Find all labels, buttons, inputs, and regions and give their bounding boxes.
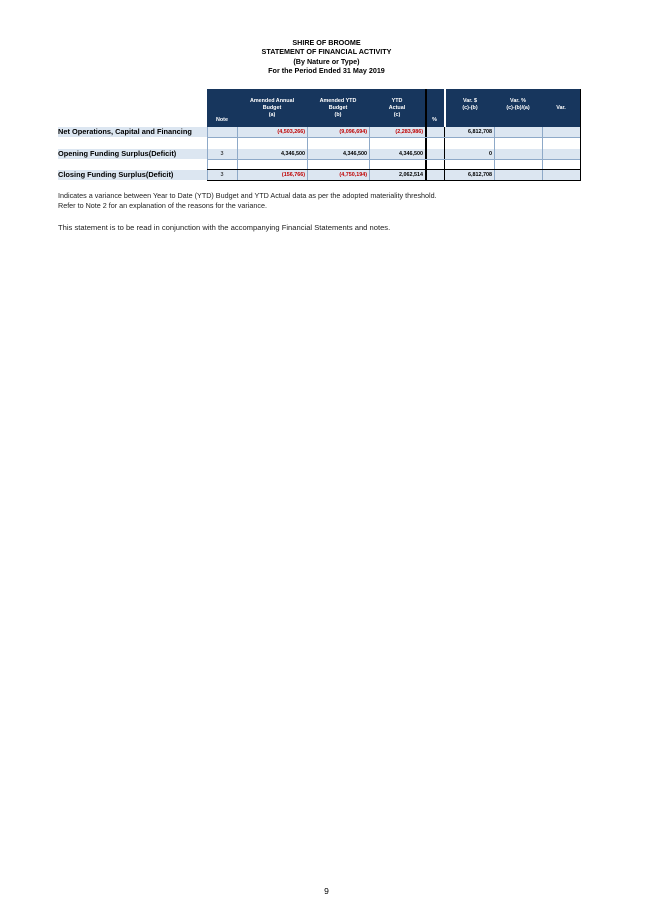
col-header-pct bbox=[425, 89, 444, 127]
grid-line bbox=[237, 127, 238, 181]
grid-line bbox=[207, 180, 580, 181]
col-var-dollar-line1: Var. $ bbox=[462, 98, 478, 104]
cell-note: 3 bbox=[220, 151, 224, 157]
col-var-pct-line1: Var. % bbox=[510, 98, 526, 104]
col-var-dollar-line2: (c)-(b) bbox=[462, 105, 478, 111]
col-annual-line1: Amended Annual bbox=[249, 98, 295, 104]
col-annual-line3: (a) bbox=[268, 112, 276, 118]
page-number: 9 bbox=[324, 886, 329, 896]
grid-line bbox=[307, 127, 308, 181]
col-header-var bbox=[542, 89, 580, 127]
col-note-label: Note bbox=[216, 117, 228, 123]
cell-annual-budget: 4,346,500 bbox=[281, 151, 305, 157]
grid-line bbox=[542, 127, 543, 181]
table-header-pct bbox=[425, 89, 444, 127]
cell-ytd-budget: (4,750,194) bbox=[339, 172, 367, 178]
cell-note: 3 bbox=[220, 172, 224, 178]
grid-line bbox=[207, 127, 208, 181]
table-header-right bbox=[446, 89, 580, 127]
grid-line bbox=[207, 169, 580, 170]
statement-title: STATEMENT OF FINANCIAL ACTIVITY bbox=[261, 47, 392, 57]
cell-ytd-actual: (2,283,986) bbox=[395, 129, 423, 135]
col-header-var-dollar bbox=[446, 89, 494, 127]
grid-line bbox=[444, 127, 445, 181]
grid-line bbox=[207, 137, 580, 138]
statement-subtitle: (By Nature or Type) bbox=[293, 56, 360, 66]
cell-ytd-actual: 2,062,514 bbox=[399, 172, 423, 178]
cell-var-dollar: 6,812,708 bbox=[468, 129, 492, 135]
row-label-net-operations: Net Operations, Capital and Financing bbox=[58, 127, 192, 136]
cell-ytd-budget: 4,346,500 bbox=[343, 151, 367, 157]
grid-line bbox=[580, 89, 581, 181]
variance-reference-note: Refer to Note 2 for an explanation of the reasons for the variance. bbox=[58, 201, 267, 210]
col-annual-line2: Budget bbox=[262, 105, 282, 111]
grid-line bbox=[207, 159, 580, 160]
cell-var-dollar: 0 bbox=[489, 151, 492, 157]
org-name: SHIRE OF BROOME bbox=[292, 38, 361, 47]
col-ytd-budget-line1: Amended YTD bbox=[319, 98, 357, 104]
col-ytd-actual-line1: YTD bbox=[391, 98, 403, 104]
col-header-var-pct bbox=[494, 89, 542, 127]
col-header-note bbox=[207, 89, 237, 127]
col-ytd-actual-line3: (c) bbox=[393, 112, 401, 118]
row-label-closing-surplus: Closing Funding Surplus(Deficit) bbox=[58, 170, 174, 179]
row-label-opening-surplus: Opening Funding Surplus(Deficit) bbox=[58, 149, 177, 158]
cell-ytd-budget: (9,096,694) bbox=[339, 129, 367, 135]
cell-var-dollar: 6,812,708 bbox=[468, 172, 492, 178]
col-ytd-budget-line2: Budget bbox=[328, 105, 348, 111]
col-header-annual-budget bbox=[237, 89, 307, 127]
col-ytd-actual-line2: Actual bbox=[388, 105, 406, 111]
statement-period: For the Period Ended 31 May 2019 bbox=[268, 66, 385, 76]
grid-line bbox=[369, 127, 370, 181]
conjunction-note: This statement is to be read in conjunction with the accompanying Financial Statements and notes. bbox=[58, 223, 391, 232]
cell-annual-budget: (4,503,266) bbox=[277, 129, 305, 135]
col-pct-label: % bbox=[432, 117, 437, 123]
table-header-left bbox=[207, 89, 425, 127]
col-ytd-budget-line3: (b) bbox=[334, 112, 342, 118]
materiality-note: Indicates a variance between Year to Date (YTD) Budget and YTD Actual data as per the adopted materiality threshold. bbox=[58, 191, 437, 200]
grid-line bbox=[494, 127, 495, 181]
col-var-label: Var. bbox=[556, 104, 566, 111]
col-header-ytd-budget bbox=[307, 89, 369, 127]
col-header-ytd-actual bbox=[369, 89, 425, 127]
cell-ytd-actual: 4,346,500 bbox=[399, 151, 423, 157]
col-var-pct-line2: (c)-(b)/(a) bbox=[506, 105, 530, 111]
grid-line bbox=[425, 89, 427, 181]
cell-annual-budget: (156,766) bbox=[281, 172, 305, 178]
statement-header bbox=[0, 38, 653, 76]
